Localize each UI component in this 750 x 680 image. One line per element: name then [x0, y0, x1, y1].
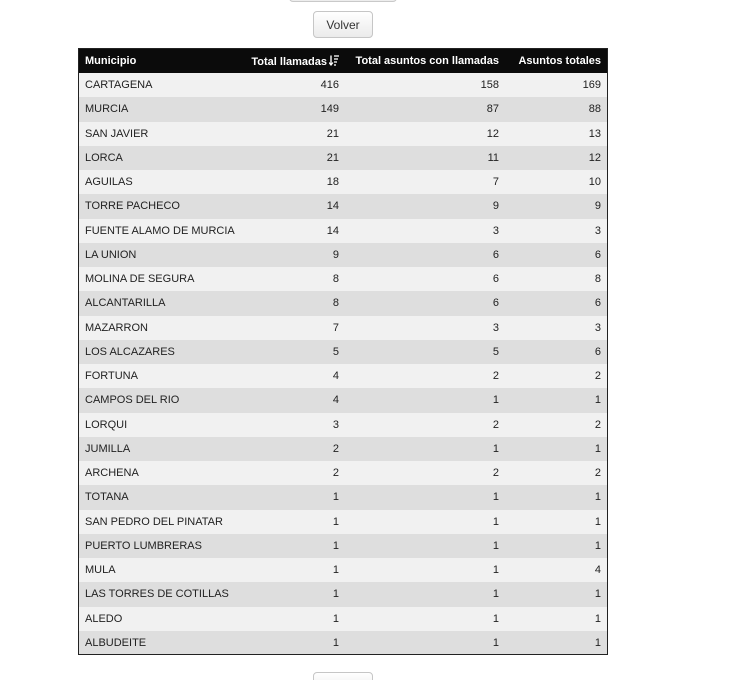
cell-municipio: LAS TORRES DE COTILLAS	[85, 588, 229, 601]
cell-total-llamadas: 7	[332, 321, 339, 334]
cell-municipio: MURCIA	[85, 103, 129, 116]
cell-asuntos-totales: 2	[594, 418, 601, 431]
cell-asuntos-totales: 6	[594, 345, 601, 358]
cell-asuntos-totales: 1	[594, 442, 601, 455]
table-row	[79, 534, 607, 558]
cell-total-llamadas: 4	[332, 394, 339, 407]
cell-asuntos-totales: 13	[588, 127, 601, 140]
table-body	[79, 73, 607, 655]
cell-municipio: SAN JAVIER	[85, 127, 149, 140]
cell-total-asuntos-con-llamadas: 3	[492, 321, 499, 334]
cell-municipio: CAMPOS DEL RIO	[85, 394, 180, 407]
cell-total-llamadas: 5	[332, 345, 339, 358]
cell-total-asuntos-con-llamadas: 5	[492, 345, 499, 358]
cell-total-llamadas: 9	[332, 248, 339, 261]
volver-button[interactable]: Volver	[313, 11, 373, 38]
header-total-llamadas-label: Total llamadas	[251, 55, 327, 68]
cell-total-llamadas: 14	[326, 200, 339, 213]
cell-total-asuntos-con-llamadas: 9	[492, 200, 499, 213]
cell-total-asuntos-con-llamadas: 6	[492, 273, 499, 286]
table-row	[79, 631, 607, 655]
cell-asuntos-totales: 10	[588, 176, 601, 189]
table-row	[79, 388, 607, 412]
cell-total-asuntos-con-llamadas: 1	[492, 515, 499, 528]
cell-asuntos-totales: 1	[594, 539, 601, 552]
cell-municipio: LOS ALCAZARES	[85, 345, 175, 358]
table-row	[79, 607, 607, 631]
cell-asuntos-totales: 9	[594, 200, 601, 213]
table-row	[79, 146, 607, 170]
cell-total-asuntos-con-llamadas: 2	[492, 467, 499, 480]
table-header	[79, 49, 607, 73]
header-total-asuntos-con-llamadas[interactable]: Total asuntos con llamadas	[355, 55, 499, 67]
cell-total-llamadas: 149	[320, 103, 339, 116]
cell-total-llamadas: 1	[332, 636, 339, 649]
table-row	[79, 219, 607, 243]
cell-total-llamadas: 21	[326, 151, 339, 164]
cell-asuntos-totales: 6	[594, 248, 601, 261]
cell-asuntos-totales: 169	[582, 79, 601, 92]
cell-total-llamadas: 1	[332, 539, 339, 552]
cell-asuntos-totales: 1	[594, 515, 601, 528]
cell-asuntos-totales: 3	[594, 224, 601, 237]
results-table	[79, 49, 607, 655]
cell-asuntos-totales: 3	[594, 321, 601, 334]
cell-total-asuntos-con-llamadas: 1	[492, 442, 499, 455]
cell-municipio: TORRE PACHECO	[85, 200, 180, 213]
cell-total-llamadas: 1	[332, 564, 339, 577]
cell-total-llamadas: 4	[332, 370, 339, 383]
cell-municipio: MAZARRON	[85, 321, 148, 334]
table-row	[79, 582, 607, 606]
cell-total-llamadas: 8	[332, 273, 339, 286]
cell-total-llamadas: 3	[332, 418, 339, 431]
cell-asuntos-totales: 1	[594, 636, 601, 649]
cell-total-asuntos-con-llamadas: 6	[492, 248, 499, 261]
cell-total-asuntos-con-llamadas: 87	[486, 103, 499, 116]
results-table-container	[78, 48, 608, 655]
cell-municipio: FUENTE ALAMO DE MURCIA	[85, 224, 235, 237]
cell-total-asuntos-con-llamadas: 2	[492, 370, 499, 383]
cell-total-llamadas: 8	[332, 297, 339, 310]
cell-total-llamadas: 2	[332, 442, 339, 455]
table-row	[79, 461, 607, 485]
cell-municipio: MULA	[85, 564, 116, 577]
cell-asuntos-totales: 2	[594, 370, 601, 383]
cell-municipio: LORQUI	[85, 418, 128, 431]
cell-asuntos-totales: 2	[594, 467, 601, 480]
cell-total-llamadas: 1	[332, 588, 339, 601]
cell-total-llamadas: 1	[332, 491, 339, 504]
cell-total-llamadas: 416	[320, 79, 339, 92]
header-total-llamadas[interactable]	[245, 49, 345, 73]
cell-total-asuntos-con-llamadas: 1	[492, 588, 499, 601]
cell-total-asuntos-con-llamadas: 1	[492, 564, 499, 577]
cell-total-llamadas: 1	[332, 612, 339, 625]
cell-asuntos-totales: 6	[594, 297, 601, 310]
cell-total-llamadas: 18	[326, 176, 339, 189]
table-row	[79, 97, 607, 121]
cell-municipio: PUERTO LUMBRERAS	[85, 539, 202, 552]
header-asuntos-totales[interactable]: Asuntos totales	[518, 55, 601, 67]
table-row	[79, 364, 607, 388]
table-row	[79, 437, 607, 461]
cell-municipio: FORTUNA	[85, 370, 138, 383]
cell-asuntos-totales: 1	[594, 394, 601, 407]
cell-municipio: MOLINA DE SEGURA	[85, 273, 195, 286]
cell-asuntos-totales: 4	[594, 564, 601, 577]
cell-total-asuntos-con-llamadas: 1	[492, 491, 499, 504]
cell-municipio: TOTANA	[85, 491, 129, 504]
cell-total-asuntos-con-llamadas: 11	[487, 151, 499, 164]
table-row	[79, 316, 607, 340]
table-row	[79, 291, 607, 315]
cell-total-asuntos-con-llamadas: 12	[486, 127, 499, 140]
cell-total-asuntos-con-llamadas: 158	[480, 79, 499, 92]
cell-municipio: SAN PEDRO DEL PINATAR	[85, 515, 223, 528]
cell-total-asuntos-con-llamadas: 1	[492, 394, 499, 407]
cell-total-asuntos-con-llamadas: 7	[492, 176, 499, 189]
table-row	[79, 510, 607, 534]
cell-total-llamadas: 21	[326, 127, 339, 140]
cell-total-asuntos-con-llamadas: 1	[492, 612, 499, 625]
cell-total-asuntos-con-llamadas: 3	[492, 224, 499, 237]
table-row	[79, 267, 607, 291]
cell-municipio: ALBUDEITE	[85, 636, 147, 649]
cell-municipio: AGUILAS	[85, 176, 133, 189]
table-row	[79, 485, 607, 509]
cell-municipio: ARCHENA	[85, 467, 139, 480]
header-municipio[interactable]: Municipio	[85, 55, 137, 67]
table-row	[79, 122, 607, 146]
cell-total-asuntos-con-llamadas: 2	[492, 418, 499, 431]
cell-asuntos-totales: 12	[588, 151, 601, 164]
cell-municipio: ALCANTARILLA	[85, 297, 166, 310]
cell-total-llamadas: 1	[332, 515, 339, 528]
cell-municipio: JUMILLA	[85, 442, 131, 455]
cell-total-asuntos-con-llamadas: 1	[492, 539, 499, 552]
table-row	[79, 243, 607, 267]
table-row	[79, 194, 607, 218]
table-row	[79, 340, 607, 364]
cell-municipio: ALEDO	[85, 612, 123, 625]
table-row	[79, 170, 607, 194]
cell-municipio: CARTAGENA	[85, 79, 153, 92]
cell-asuntos-totales: 88	[588, 103, 601, 116]
table-row	[79, 73, 607, 97]
top-partial-button[interactable]	[289, 0, 397, 2]
table-row	[79, 558, 607, 582]
cell-municipio: LA UNION	[85, 248, 137, 261]
cell-municipio: LORCA	[85, 151, 123, 164]
cell-total-llamadas: 2	[332, 467, 339, 480]
cell-asuntos-totales: 1	[594, 588, 601, 601]
cell-total-llamadas: 14	[326, 224, 339, 237]
cell-asuntos-totales: 1	[594, 612, 601, 625]
table-row	[79, 413, 607, 437]
cell-asuntos-totales: 1	[594, 491, 601, 504]
cell-total-asuntos-con-llamadas: 6	[492, 297, 499, 310]
cell-total-asuntos-con-llamadas: 1	[492, 636, 499, 649]
sort-descending-icon[interactable]	[329, 55, 339, 66]
header-row	[79, 49, 607, 73]
bottom-partial-button[interactable]	[313, 672, 373, 680]
cell-asuntos-totales: 8	[594, 273, 601, 286]
